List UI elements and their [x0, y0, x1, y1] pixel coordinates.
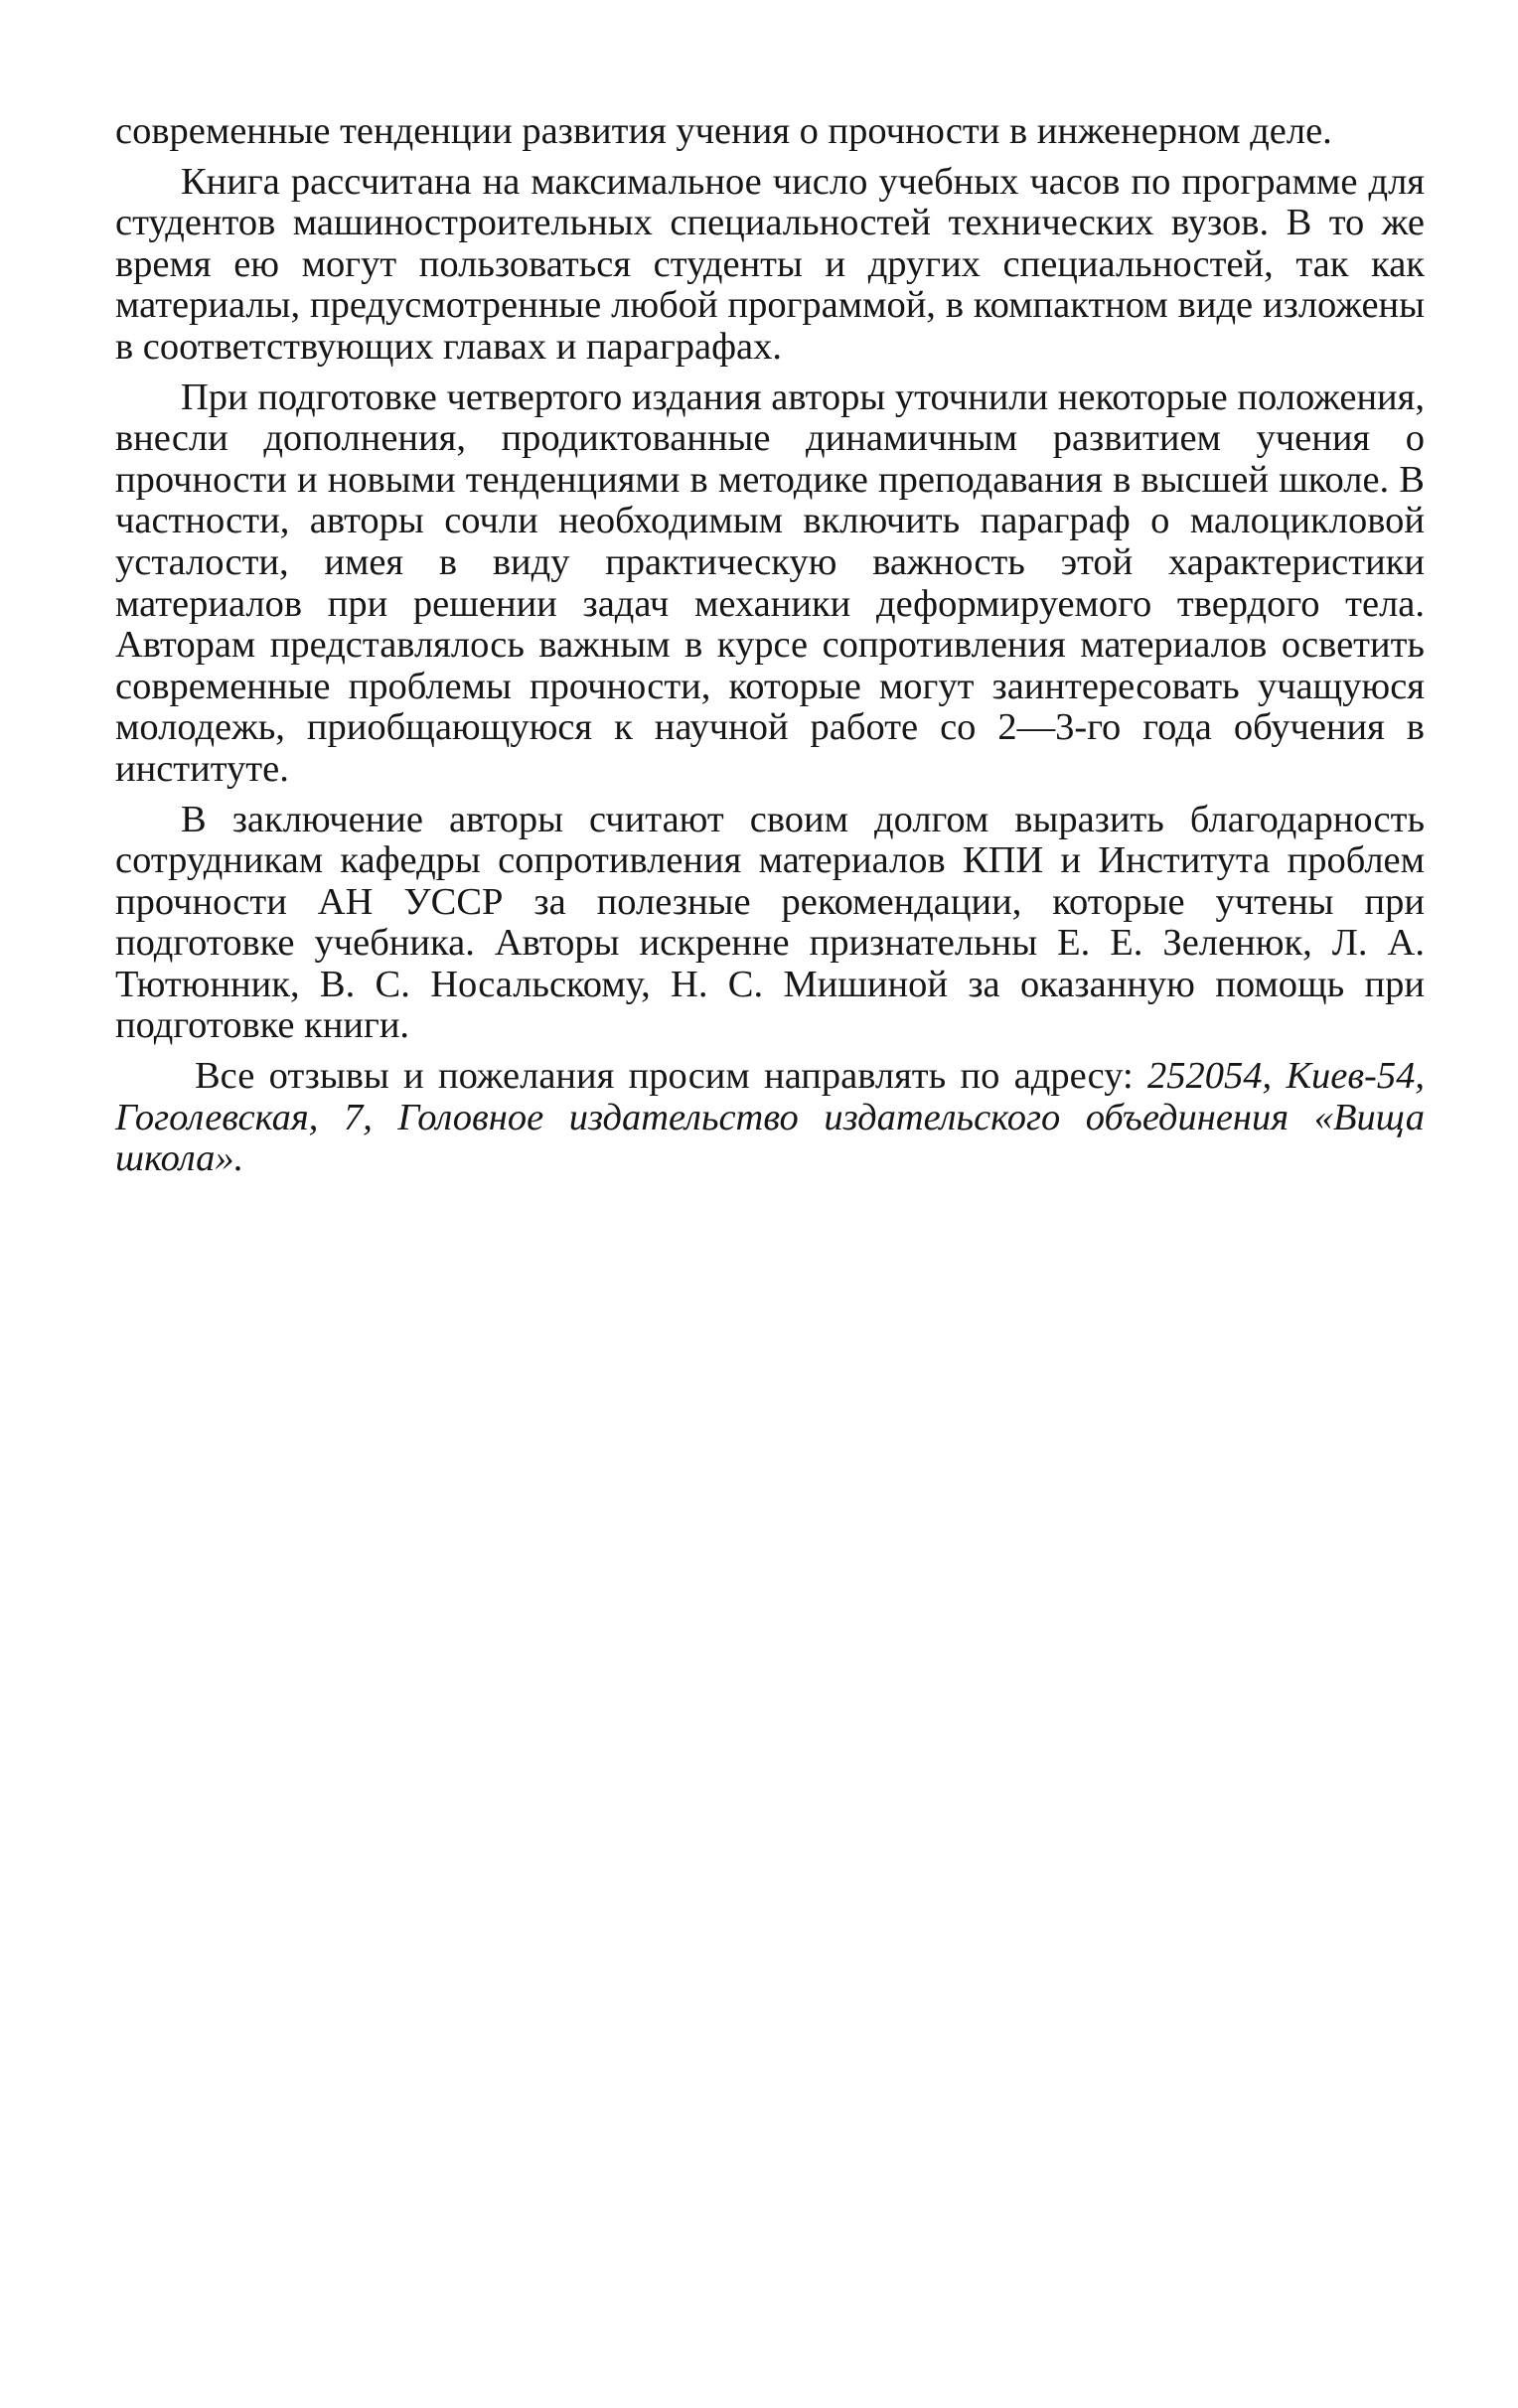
paragraph-fourth-edition: При подготовке четвертого издания авторы уточнили некоторые положения, внесли дополнения, продиктованные динамичным развитием учения о прочности и новыми тенденциями в методике преподавания в высшей школе. В частности, авторы сочли необходимым включить параграф о малоцикловой усталости, имея в виду практическую важность этой характеристики материалов при решении задач механики деформируемого твердого тела. Авторам представлялось важным в курсе сопротивления материалов осветить современные проблемы прочности, которые могут заинтересовать учащуюся молодежь, приобщающуюся к научной работе со 2—3-го года обучения в институте. [115, 376, 1425, 790]
publisher-address: 252054, Киев-54, Гоголевская, 7, Головное издательство издательского объединения «Вища школа». [115, 1055, 1426, 1180]
preface-text [115, 111, 1425, 1189]
paragraph-continuation: современные тенденции развития учения о прочности в инженерном деле. [115, 110, 1332, 152]
paragraph-feedback [115, 1056, 1425, 1180]
paragraph-acknowledgements: В заключение авторы считают своим долгом выразить благодарность сотрудникам кафедры сопротивления материалов КПИ и Института проблем прочности АН УССР за полезные рекомендации, которые учтены при подготовке учебника. Авторы искренне признательны Е. Е. Зеленюк, Л. А. Тютюнник, В. С. Носальскому, Н. С. Мишиной за оказанную помощь при подготовке книги. [115, 798, 1425, 1047]
paragraph-book-purpose: Книга рассчитана на максимальное число учебных часов по программе для студентов машиностроительных специальностей технических вузов. В то же время ею могут пользоваться студенты и других специальностей, так как материалы, предусмотренные любой программой, в компактном виде изложены в соответствующих главах и параграфах. [115, 160, 1425, 368]
feedback-lead: Все отзывы и пожелания просим направлять по адресу: [195, 1055, 1147, 1098]
